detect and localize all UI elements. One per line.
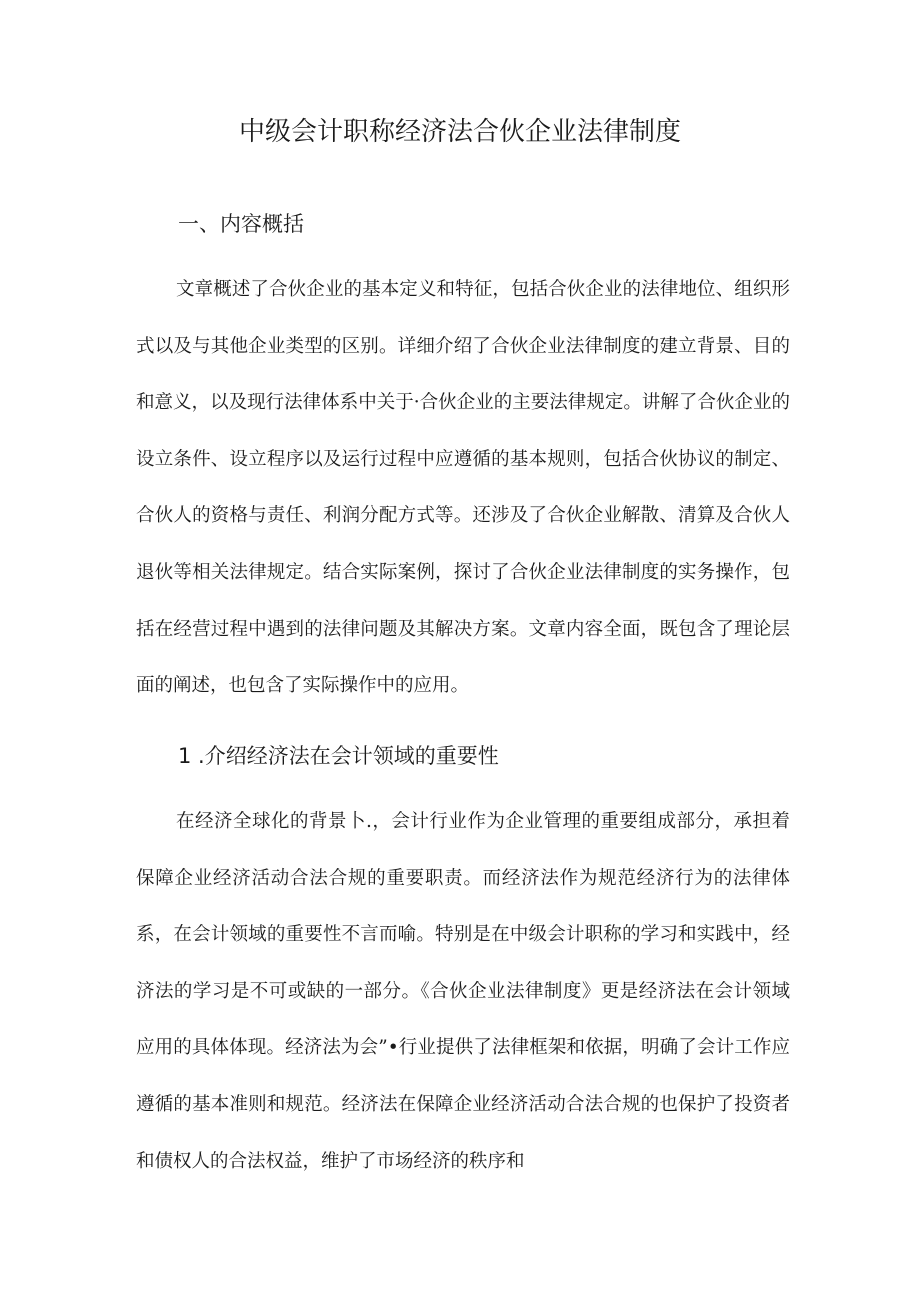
section-paragraph-importance: 在经济全球化的背景卜.，会计行业作为企业管理的重要组成部分，承担着保障企业经济活动合法合规的重要职责。而经济法作为规范经济行为的法律体系，在会计领域的重要性不言而喻。特别是在中级会计职称的学习和实践中，经济法的学习是不可或缺的一部分。《合伙企业法律制度》更是经济法在会计领域应用的具体体现。经济法为会”•行业提供了法律框架和依据，明确了会计工作应遵循的基本准则和规范。经济法在保障企业经济活动合法合规的也保护了投资者和债权人的合法权益，维护了市场经济的秩序和 [136, 811, 790, 1172]
section-heading-importance: 1 .介绍经济法在会计领域的重要性 [178, 744, 499, 768]
document-title: 中级会计职称经济法合伙企业法律制度 [238, 117, 681, 147]
section-heading-summary: 一、内容概括 [178, 212, 304, 236]
section-paragraph-summary: 文章概述了合伙企业的基本定义和特征，包括合伙企业的法律地位、组织形式以及与其他企业类型的区别。详细介绍了合伙企业法律制度的建立背景、目的和意义，以及现行法律体系中关于·合伙企业的主要法律规定。讲解了合伙企业的设立条件、设立程序以及运行过程中应遵循的基本规则，包括合伙协议的制定、合伙人的资格与责任、利润分配方式等。还涉及了合伙企业解散、清算及合伙人退伙等相关法律规定。结合实际案例，探讨了合伙企业法律制度的实务操作，包括在经营过程中遇到的法律问题及其解决方案。文章内容全面，既包含了理论层面的阐述，也包含了实际操作中的应用。 [136, 279, 790, 697]
